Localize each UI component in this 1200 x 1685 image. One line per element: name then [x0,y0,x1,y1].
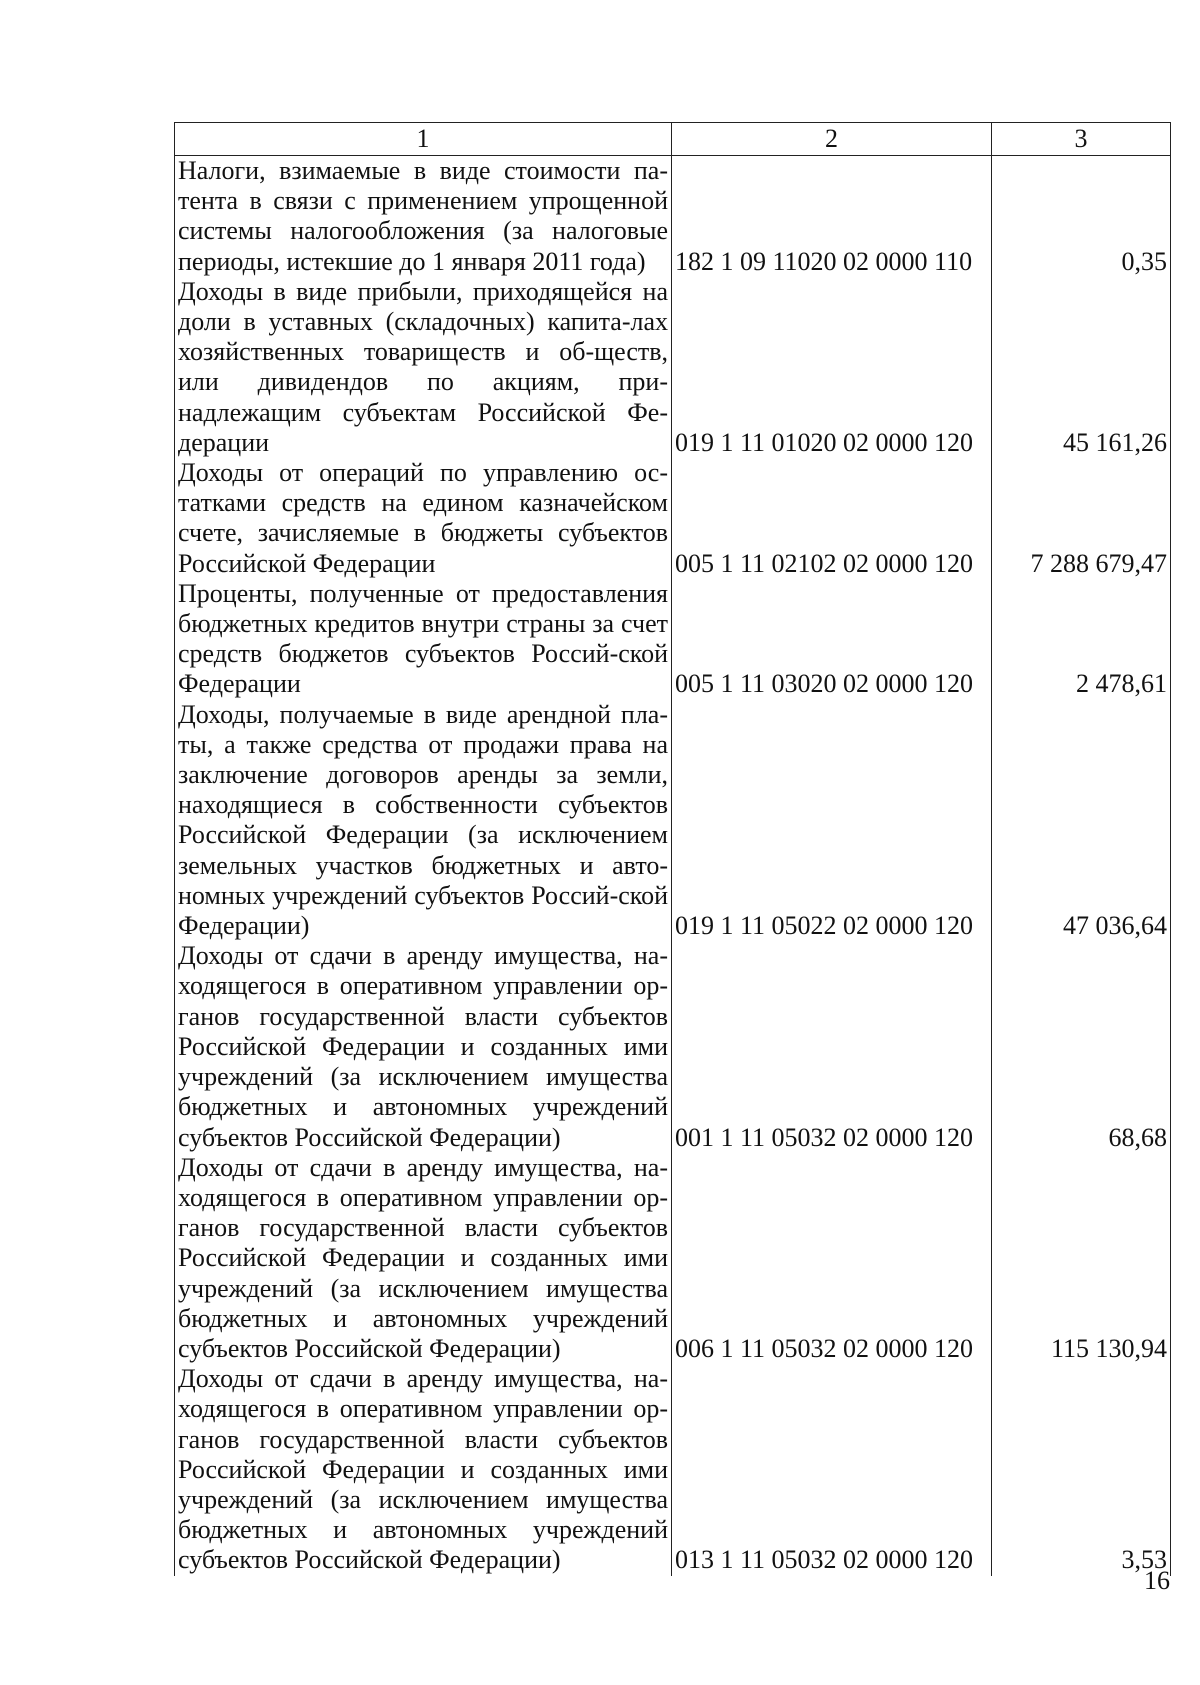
revenue-name-cell: Налоги, взимаемые в виде стоимости па-тента в связи с применением упрощенной системы налогообложения (за налоговые периоды, истекшие до 1 января 2011 года) [175,156,672,277]
revenue-name-cell: Доходы от сдачи в аренду имущества, на-ходящегося в оперативном управлении ор-ганов государственной власти субъектов Российской Федерации и созданных ими учреждений (за исключением имущества бюджетных и автономных учреждений субъектов Российской Федерации) [175,941,672,1152]
table-row [175,700,1171,942]
table-row [175,458,1171,579]
amount-cell: 0,35 [992,156,1171,277]
table-row [175,277,1171,458]
column-header-3: 3 [992,123,1171,156]
amount-cell: 47 036,64 [992,700,1171,942]
column-header-2: 2 [672,123,992,156]
amount-cell: 2 478,61 [992,579,1171,700]
amount-cell: 3,53 [992,1364,1171,1575]
budget-code-cell: 019 1 11 01020 02 0000 120 [672,277,992,458]
amount-cell: 45 161,26 [992,277,1171,458]
amount-cell: 68,68 [992,941,1171,1152]
revenue-name-cell: Доходы от сдачи в аренду имущества, на-ходящегося в оперативном управлении ор-ганов государственной власти субъектов Российской Федерации и созданных ими учреждений (за исключением имущества бюджетных и автономных учреждений субъектов Российской Федерации) [175,1153,672,1364]
column-header-1: 1 [175,123,672,156]
table-header-row [175,123,1171,156]
budget-code-cell: 005 1 11 02102 02 0000 120 [672,458,992,579]
table-row [175,156,1171,277]
amount-cell: 115 130,94 [992,1153,1171,1364]
table-row [175,1153,1171,1364]
revenue-name-cell: Доходы от сдачи в аренду имущества, на-ходящегося в оперативном управлении ор-ганов государственной власти субъектов Российской Федерации и созданных ими учреждений (за исключением имущества бюджетных и автономных учреждений субъектов Российской Федерации) [175,1364,672,1575]
page-number: 16 [1144,1566,1170,1595]
revenue-table [174,122,1171,1576]
budget-code-cell: 013 1 11 05032 02 0000 120 [672,1364,992,1575]
budget-code-cell: 019 1 11 05022 02 0000 120 [672,700,992,942]
revenue-name-cell: Доходы от операций по управлению ос-татками средств на едином казначейском счете, зачисляемые в бюджеты субъектов Российской Федерации [175,458,672,579]
revenue-name-cell: Доходы в виде прибыли, приходящейся на доли в уставных (складочных) капита-лах хозяйственных товариществ и об-ществ, или дивидендов по акциям, при-надлежащим субъектам Российской Фе-дерации [175,277,672,458]
budget-code-cell: 005 1 11 03020 02 0000 120 [672,579,992,700]
table-row [175,579,1171,700]
budget-code-cell: 006 1 11 05032 02 0000 120 [672,1153,992,1364]
table-row [175,941,1171,1152]
amount-cell: 7 288 679,47 [992,458,1171,579]
revenue-name-cell: Проценты, полученные от предоставления бюджетных кредитов внутри страны за счет средств бюджетов субъектов Россий-ской Федерации [175,579,672,700]
budget-code-cell: 001 1 11 05032 02 0000 120 [672,941,992,1152]
revenue-name-cell: Доходы, получаемые в виде арендной пла-ты, а также средства от продажи права на заключение договоров аренды за земли, находящиеся в собственности субъектов Российской Федерации (за исключением земельных участков бюджетных и авто-номных учреждений субъектов Россий-ской Федерации) [175,700,672,942]
budget-code-cell: 182 1 09 11020 02 0000 110 [672,156,992,277]
table-row [175,1364,1171,1575]
